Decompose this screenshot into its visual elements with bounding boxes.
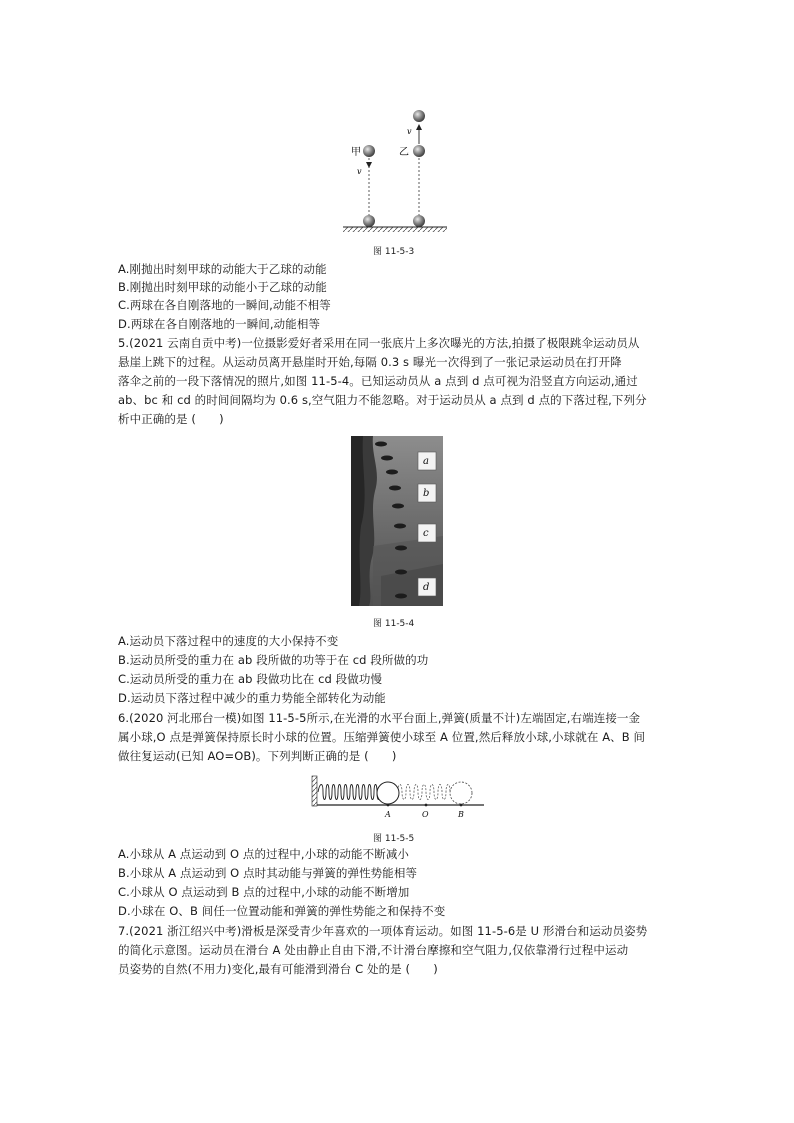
spring-label-o: O [422, 810, 429, 819]
q5-stem-line-4: ab、bc 和 cd 的时间间隔均为 0.6 s,空气阻力不能忽略。对于运动员从 a 点到 d 点的下落过程,下列分 [118, 393, 647, 407]
ground-hatch [343, 227, 447, 232]
point-b-marker [460, 804, 463, 807]
ball-jia-top [363, 145, 375, 157]
figure-11-5-4-photo [351, 436, 443, 606]
q4-option-a: A.刚抛出时刻甲球的动能大于乙球的动能 [118, 262, 327, 276]
q6-stem-line-2: 属小球,O 点是弹簧保持原长时小球的位置。压缩弹簧使小球至 A 位置,然后释放小球,小球就在 A、B 间 [118, 730, 646, 744]
figure-11-5-3 [335, 100, 455, 235]
q5-stem-line-2: 悬崖上跳下的过程。从运动员离开悬崖时开始,每隔 0.3 s 曝光一次得到了一张记录运动员在打开降 [118, 355, 622, 369]
caption-11-5-3: 图 11-5-3 [373, 247, 415, 257]
spring-label-b: B [458, 810, 464, 819]
photo-label-a: a [423, 456, 429, 467]
photo-label-c: c [423, 528, 429, 539]
ball-yi-top [413, 110, 425, 122]
spring-label-a: A [385, 810, 391, 819]
q4-option-d: D.两球在各自刚落地的一瞬间,动能相等 [118, 317, 321, 331]
q5-option-b: B.运动员所受的重力在 ab 段所做的功等于在 cd 段所做的功 [118, 653, 429, 667]
point-o-marker [425, 804, 428, 807]
q5-stem-line-3: 落伞之前的一段下落情况的照片,如图 11-5-4。已知运动员从 a 点到 d 点可视为沿竖直方向运动,通过 [118, 374, 638, 388]
velocity-down-label: v [357, 167, 362, 176]
photo-label-d: d [423, 582, 430, 593]
ball-yi-mid [413, 145, 425, 157]
q5-stem-line-1: 5.(2021 云南自贡中考)一位摄影爱好者采用在同一张底片上多次曝光的方法,拍摄了极限跳伞运动员从 [118, 336, 640, 350]
q5-stem-line-5: 析中正确的是 ( ) [118, 412, 224, 426]
label-yi: 乙 [399, 147, 409, 158]
q7-stem-line-3: 员姿势的自然(不用力)变化,最有可能滑到滑台 C 处的是 ( ) [118, 962, 438, 976]
ball-at-b-dashed [450, 782, 472, 804]
point-a-marker [387, 804, 390, 807]
arrow-down-icon [366, 162, 372, 168]
caption-11-5-4: 图 11-5-4 [373, 619, 415, 629]
caption-11-5-5: 图 11-5-5 [373, 834, 415, 844]
q6-option-b: B.小球从 A 点运动到 O 点时其动能与弹簧的弹性势能相等 [118, 866, 418, 880]
q7-stem-line-2: 的简化示意图。运动员在滑台 A 处由静止自由下滑,不计滑台摩擦和空气阻力,仅依靠滑行过程中运动 [118, 943, 629, 957]
q6-option-a: A.小球从 A 点运动到 O 点的过程中,小球的动能不断减小 [118, 847, 410, 861]
q4-option-c: C.两球在各自刚落地的一瞬间,动能不相等 [118, 298, 331, 312]
q4-option-b: B.刚抛出时刻甲球的动能小于乙球的动能 [118, 280, 327, 294]
ball-jia-ground [363, 215, 375, 227]
q6-stem-line-1: 6.(2020 河北邢台一模)如图 11-5-5所示,在光滑的水平台面上,弹簧(质量不计)左端固定,右端连接一金 [118, 711, 641, 725]
velocity-up-label: v [407, 127, 412, 136]
arrow-up-icon [416, 124, 422, 130]
wall [312, 776, 317, 806]
ball-at-a [377, 782, 399, 804]
q7-stem-line-1: 7.(2021 浙江绍兴中考)滑板是深受青少年喜欢的一项体育运动。如图 11-5-6是 U 形滑台和运动员姿势 [118, 924, 648, 938]
spring-coils [318, 785, 380, 800]
ball-yi-ground [413, 215, 425, 227]
photo-label-b: b [423, 488, 430, 499]
label-jia: 甲 [351, 147, 361, 158]
q5-option-d: D.运动员下落过程中减少的重力势能全部转化为动能 [118, 691, 386, 705]
figure-11-5-5-spring [310, 774, 486, 822]
q5-option-c: C.运动员所受的重力在 ab 段做功比在 cd 段做功慢 [118, 672, 383, 686]
q6-option-c: C.小球从 O 点运动到 B 点的过程中,小球的动能不断增加 [118, 885, 410, 899]
q6-stem-line-3: 做往复运动(已知 AO=OB)。下列判断正确的是 ( ) [118, 749, 397, 763]
q6-option-d: D.小球在 O、B 间任一位置动能和弹簧的弹性势能之和保持不变 [118, 904, 446, 918]
q5-option-a: A.运动员下落过程中的速度的大小保持不变 [118, 634, 339, 648]
